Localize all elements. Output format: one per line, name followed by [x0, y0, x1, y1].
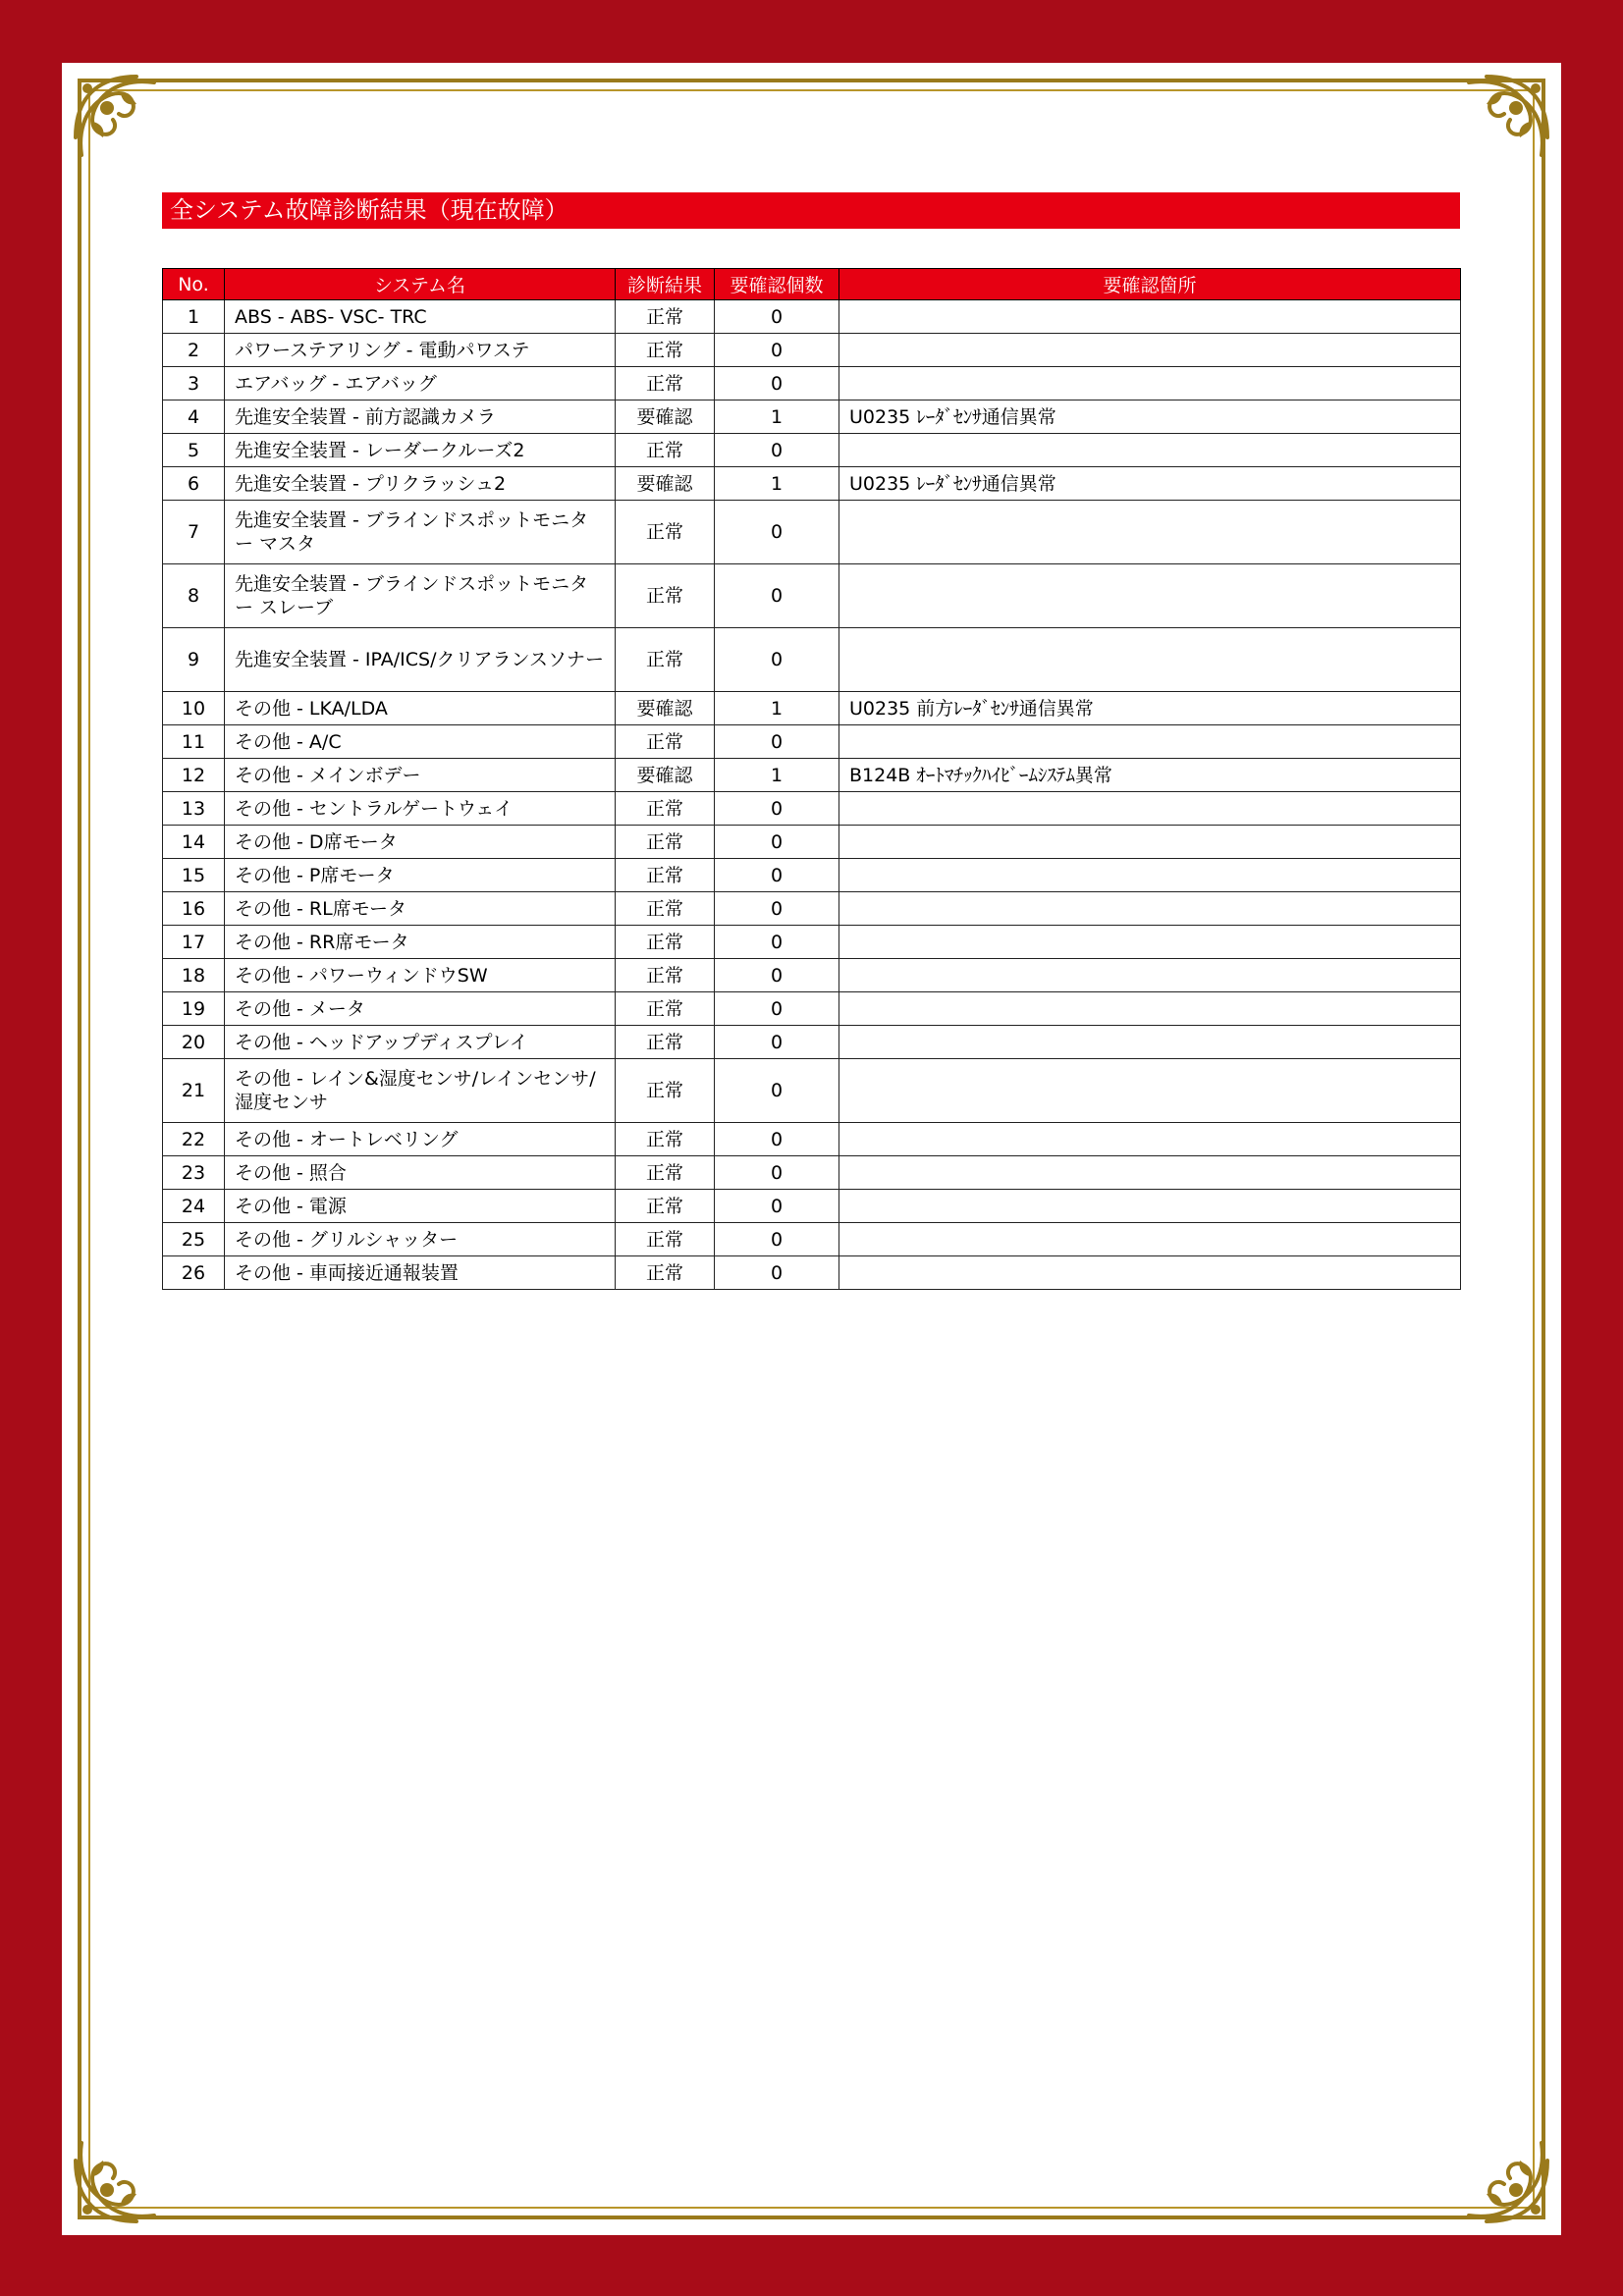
- cell-system-name: 先進安全装置 - IPA/ICS/クリアランスソナー: [225, 628, 616, 692]
- cell-result: 要確認: [616, 692, 715, 725]
- cell-result: 正常: [616, 334, 715, 367]
- cell-system-name: 先進安全装置 - ブラインドスポットモニター マスタ: [225, 501, 616, 564]
- cell-location: [839, 367, 1461, 400]
- cell-count: 1: [715, 467, 839, 501]
- cell-no: 1: [163, 300, 225, 334]
- cell-result: 正常: [616, 826, 715, 859]
- cell-location: U0235 ﾚｰﾀﾞｾﾝｻ通信異常: [839, 467, 1461, 501]
- cell-count: 0: [715, 1223, 839, 1256]
- cell-location: [839, 564, 1461, 628]
- cell-count: 0: [715, 1256, 839, 1290]
- cell-result: 正常: [616, 926, 715, 959]
- cell-count: 0: [715, 367, 839, 400]
- cell-system-name: パワーステアリング - 電動パワステ: [225, 334, 616, 367]
- cell-result: 正常: [616, 725, 715, 759]
- cell-system-name: その他 - セントラルゲートウェイ: [225, 792, 616, 826]
- cell-location: [839, 1156, 1461, 1190]
- cell-no: 10: [163, 692, 225, 725]
- cell-result: 要確認: [616, 400, 715, 434]
- header-result: 診断結果: [616, 269, 715, 300]
- cell-no: 15: [163, 859, 225, 892]
- cell-no: 6: [163, 467, 225, 501]
- cell-system-name: 先進安全装置 - 前方認識カメラ: [225, 400, 616, 434]
- cell-count: 0: [715, 725, 839, 759]
- table-row: [163, 759, 1461, 792]
- cell-result: 正常: [616, 1026, 715, 1059]
- cell-location: [839, 959, 1461, 992]
- cell-no: 19: [163, 992, 225, 1026]
- cell-count: 0: [715, 959, 839, 992]
- cell-location: [839, 926, 1461, 959]
- cell-no: 22: [163, 1123, 225, 1156]
- cell-result: 正常: [616, 367, 715, 400]
- cell-count: 0: [715, 434, 839, 467]
- corner-ornament-icon: [68, 2135, 162, 2229]
- cell-no: 23: [163, 1156, 225, 1190]
- table-header-row: [163, 269, 1461, 300]
- cell-system-name: その他 - メインボデー: [225, 759, 616, 792]
- cell-no: 14: [163, 826, 225, 859]
- table-row: [163, 859, 1461, 892]
- cell-system-name: 先進安全装置 - ブラインドスポットモニター スレーブ: [225, 564, 616, 628]
- cell-count: 0: [715, 926, 839, 959]
- header-system-name: システム名: [225, 269, 616, 300]
- cell-system-name: 先進安全装置 - プリクラッシュ2: [225, 467, 616, 501]
- cell-no: 21: [163, 1059, 225, 1123]
- cell-location: [839, 1190, 1461, 1223]
- cell-location: [839, 892, 1461, 926]
- cell-result: 要確認: [616, 467, 715, 501]
- table-row: [163, 792, 1461, 826]
- cell-no: 26: [163, 1256, 225, 1290]
- table-row: [163, 1223, 1461, 1256]
- cell-system-name: その他 - RR席モータ: [225, 926, 616, 959]
- table-row: [163, 892, 1461, 926]
- table-row: [163, 300, 1461, 334]
- table-row: [163, 628, 1461, 692]
- cell-location: U0235 前方ﾚｰﾀﾞｾﾝｻ通信異常: [839, 692, 1461, 725]
- cell-no: 17: [163, 926, 225, 959]
- cell-no: 9: [163, 628, 225, 692]
- table-row: [163, 725, 1461, 759]
- cell-count: 0: [715, 892, 839, 926]
- cell-count: 1: [715, 400, 839, 434]
- cell-system-name: その他 - 照合: [225, 1156, 616, 1190]
- cell-no: 8: [163, 564, 225, 628]
- cell-location: [839, 434, 1461, 467]
- cell-location: U0235 ﾚｰﾀﾞｾﾝｻ通信異常: [839, 400, 1461, 434]
- table-row: [163, 434, 1461, 467]
- cell-no: 12: [163, 759, 225, 792]
- cell-no: 16: [163, 892, 225, 926]
- table-row: [163, 992, 1461, 1026]
- table-row: [163, 467, 1461, 501]
- cell-count: 0: [715, 859, 839, 892]
- cell-result: 正常: [616, 859, 715, 892]
- cell-result: 正常: [616, 564, 715, 628]
- cell-count: 0: [715, 1190, 839, 1223]
- table-row: [163, 1123, 1461, 1156]
- corner-ornament-icon: [1461, 69, 1555, 163]
- header-location: 要確認箇所: [839, 269, 1461, 300]
- cell-system-name: その他 - レイン&湿度センサ/レインセンサ/湿度センサ: [225, 1059, 616, 1123]
- table-body: [163, 300, 1461, 1290]
- table-row: [163, 1190, 1461, 1223]
- cell-location: [839, 725, 1461, 759]
- cell-no: 4: [163, 400, 225, 434]
- cell-result: 正常: [616, 1223, 715, 1256]
- cell-count: 1: [715, 759, 839, 792]
- cell-result: 正常: [616, 1190, 715, 1223]
- section-title: 全システム故障診断結果（現在故障）: [162, 192, 1460, 229]
- table-row: [163, 400, 1461, 434]
- cell-location: [839, 992, 1461, 1026]
- diagnosis-table: [162, 268, 1461, 1290]
- cell-location: [839, 300, 1461, 334]
- cell-no: 11: [163, 725, 225, 759]
- cell-system-name: その他 - 車両接近通報装置: [225, 1256, 616, 1290]
- cell-system-name: その他 - LKA/LDA: [225, 692, 616, 725]
- cell-result: 正常: [616, 1059, 715, 1123]
- cell-location: [839, 826, 1461, 859]
- table-row: [163, 926, 1461, 959]
- cell-result: 正常: [616, 892, 715, 926]
- cell-count: 0: [715, 300, 839, 334]
- cell-count: 0: [715, 1156, 839, 1190]
- cell-location: [839, 1123, 1461, 1156]
- table-row: [163, 692, 1461, 725]
- cell-system-name: その他 - ヘッドアップディスプレイ: [225, 1026, 616, 1059]
- cell-location: [839, 1223, 1461, 1256]
- table-row: [163, 367, 1461, 400]
- cell-result: 正常: [616, 792, 715, 826]
- cell-no: 7: [163, 501, 225, 564]
- report-page: [62, 63, 1561, 2235]
- table-row: [163, 959, 1461, 992]
- cell-count: 0: [715, 1059, 839, 1123]
- cell-count: 0: [715, 628, 839, 692]
- cell-result: 正常: [616, 959, 715, 992]
- table-row: [163, 826, 1461, 859]
- cell-count: 0: [715, 992, 839, 1026]
- header-count: 要確認個数: [715, 269, 839, 300]
- cell-no: 24: [163, 1190, 225, 1223]
- cell-no: 3: [163, 367, 225, 400]
- cell-no: 25: [163, 1223, 225, 1256]
- cell-location: [839, 792, 1461, 826]
- table-row: [163, 564, 1461, 628]
- table-row: [163, 1026, 1461, 1059]
- cell-system-name: エアバッグ - エアバッグ: [225, 367, 616, 400]
- cell-location: [839, 859, 1461, 892]
- cell-count: 0: [715, 501, 839, 564]
- cell-system-name: ABS - ABS- VSC- TRC: [225, 300, 616, 334]
- cell-system-name: その他 - A/C: [225, 725, 616, 759]
- table-row: [163, 334, 1461, 367]
- cell-no: 18: [163, 959, 225, 992]
- cell-system-name: その他 - グリルシャッター: [225, 1223, 616, 1256]
- table-row: [163, 501, 1461, 564]
- cell-location: [839, 1026, 1461, 1059]
- cell-result: 正常: [616, 501, 715, 564]
- cell-system-name: その他 - メータ: [225, 992, 616, 1026]
- header-no: No.: [163, 269, 225, 300]
- cell-location: [839, 334, 1461, 367]
- cell-result: 正常: [616, 300, 715, 334]
- cell-location: B124B ｵｰﾄﾏﾁｯｸﾊｲﾋﾞｰﾑｼｽﾃﾑ異常: [839, 759, 1461, 792]
- cell-system-name: その他 - 電源: [225, 1190, 616, 1223]
- corner-ornament-icon: [1461, 2135, 1555, 2229]
- cell-count: 0: [715, 792, 839, 826]
- cell-system-name: その他 - RL席モータ: [225, 892, 616, 926]
- cell-result: 正常: [616, 1123, 715, 1156]
- cell-no: 13: [163, 792, 225, 826]
- cell-count: 0: [715, 1026, 839, 1059]
- cell-system-name: 先進安全装置 - レーダークルーズ2: [225, 434, 616, 467]
- table-row: [163, 1256, 1461, 1290]
- cell-no: 20: [163, 1026, 225, 1059]
- cell-system-name: その他 - P席モータ: [225, 859, 616, 892]
- cell-result: 正常: [616, 1256, 715, 1290]
- cell-result: 正常: [616, 434, 715, 467]
- cell-no: 2: [163, 334, 225, 367]
- table-row: [163, 1156, 1461, 1190]
- cell-result: 正常: [616, 628, 715, 692]
- cell-count: 0: [715, 826, 839, 859]
- cell-count: 0: [715, 564, 839, 628]
- cell-location: [839, 1256, 1461, 1290]
- cell-count: 0: [715, 334, 839, 367]
- cell-count: 1: [715, 692, 839, 725]
- cell-location: [839, 628, 1461, 692]
- cell-system-name: その他 - D席モータ: [225, 826, 616, 859]
- cell-system-name: その他 - パワーウィンドウSW: [225, 959, 616, 992]
- cell-system-name: その他 - オートレベリング: [225, 1123, 616, 1156]
- cell-location: [839, 501, 1461, 564]
- cell-result: 要確認: [616, 759, 715, 792]
- table-row: [163, 1059, 1461, 1123]
- cell-count: 0: [715, 1123, 839, 1156]
- cell-location: [839, 1059, 1461, 1123]
- cell-result: 正常: [616, 1156, 715, 1190]
- cell-no: 5: [163, 434, 225, 467]
- corner-ornament-icon: [68, 69, 162, 163]
- cell-result: 正常: [616, 992, 715, 1026]
